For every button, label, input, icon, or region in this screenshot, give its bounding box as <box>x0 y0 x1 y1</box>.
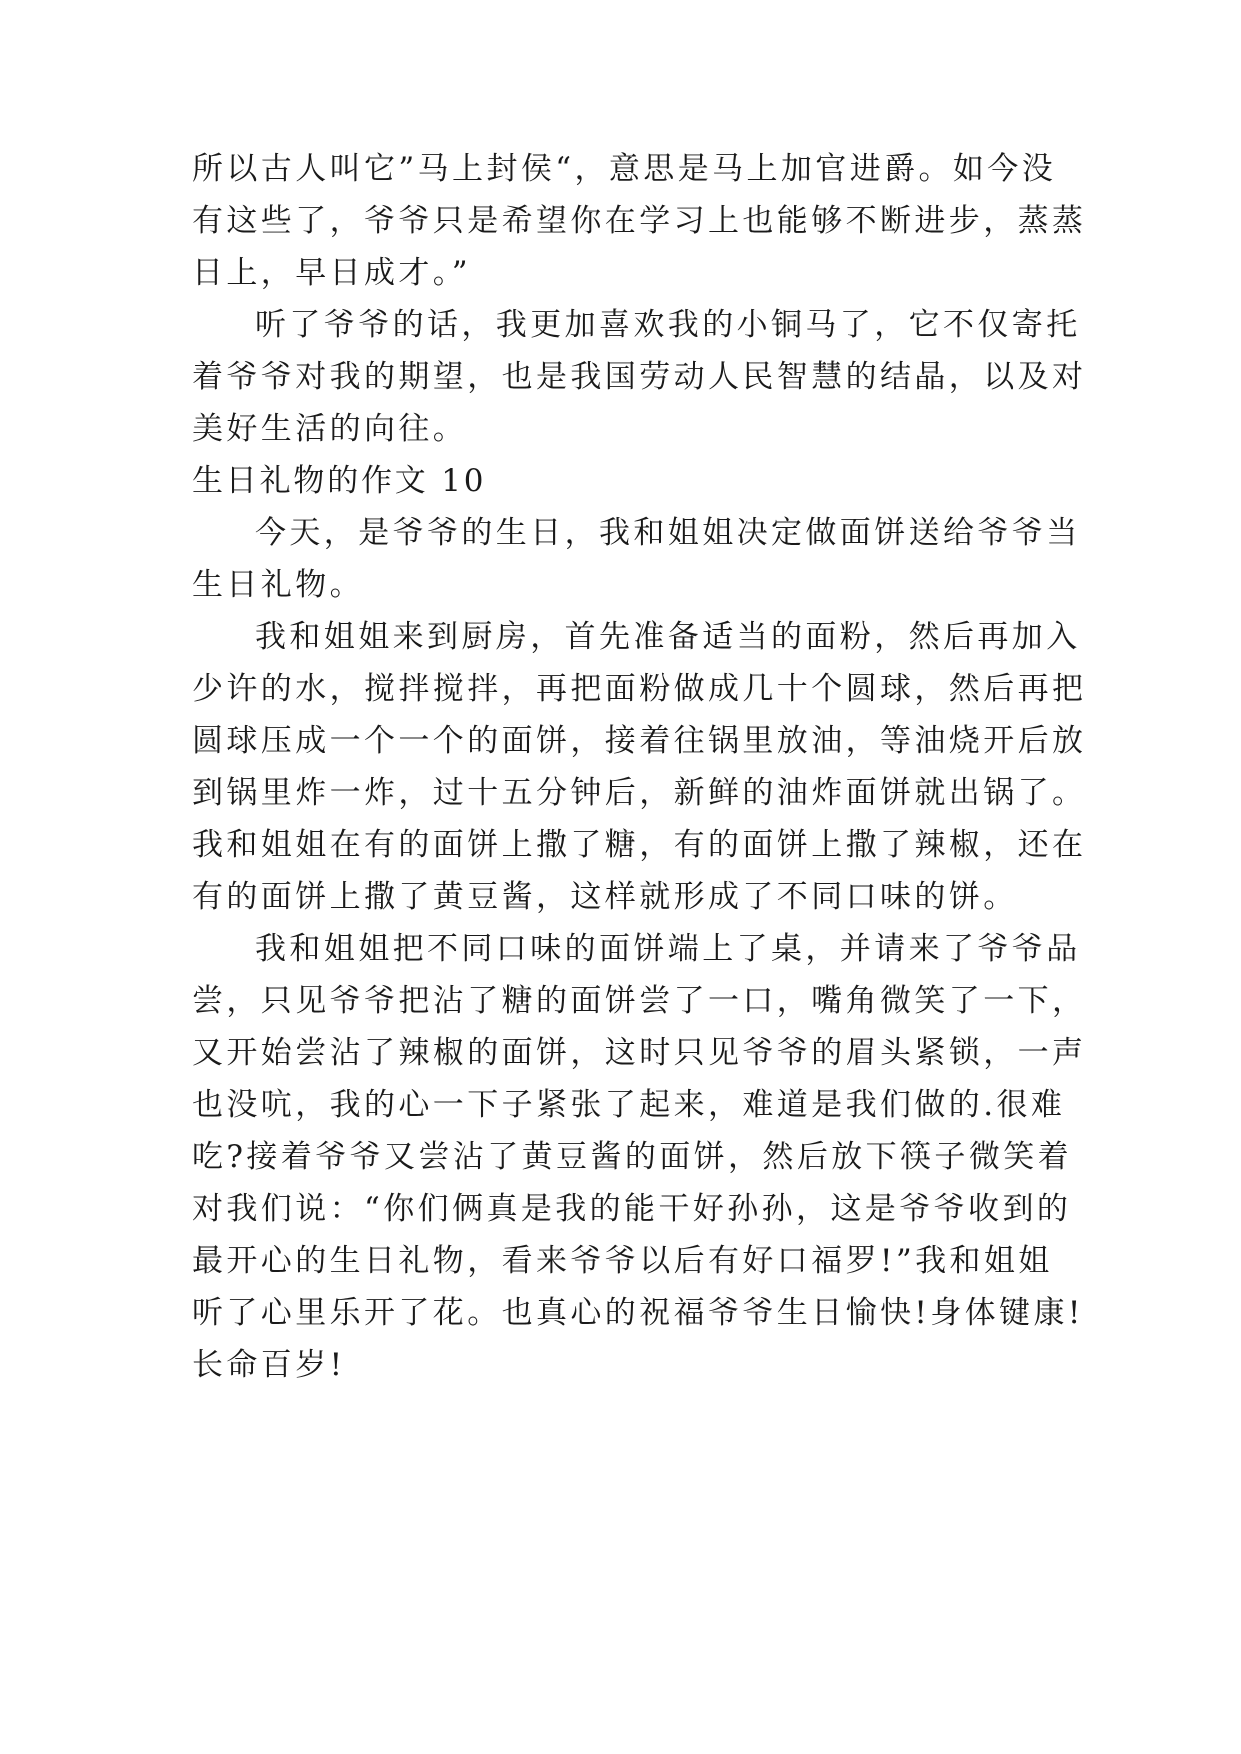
text-line: 有的面饼上撒了黄豆酱，这样就形成了不同口味的饼。 <box>192 879 1018 915</box>
paragraph-first-line: 听了爷爷的话，我更加喜欢我的小铜马了，它不仅寄托 <box>255 307 1081 343</box>
text-line: 少许的水，搅拌搅拌，再把面粉做成几十个圆球，然后再把 <box>192 671 1087 707</box>
text-line: 日上，早日成才。” <box>192 255 471 291</box>
text-line: 圆球压成一个一个的面饼，接着往锅里放油，等油烧开后放 <box>192 723 1087 759</box>
text-line: 对我们说：“你们俩真是我的能干好孙孙，这是爷爷收到的 <box>192 1191 1072 1227</box>
text-line: 长命百岁! <box>192 1347 346 1383</box>
text-line: 也没吭，我的心一下子紧张了起来，难道是我们做的.很难 <box>192 1087 1066 1123</box>
paragraph-first-line: 我和姐姐来到厨房，首先准备适当的面粉，然后再加入 <box>255 619 1081 655</box>
text-line: 尝，只见爷爷把沾了糖的面饼尝了一口，嘴角微笑了一下， <box>192 983 1087 1019</box>
text-line: 着爷爷对我的期望，也是我国劳动人民智慧的结晶，以及对 <box>192 359 1087 395</box>
text-line: 最开心的生日礼物，看来爷爷以后有好口福罗!”我和姐姐 <box>192 1243 1053 1279</box>
text-line: 又开始尝沾了辣椒的面饼，这时只见爷爷的眉头紧锁，一声 <box>192 1035 1087 1071</box>
text-line: 生日礼物。 <box>192 567 364 603</box>
paragraph-first-line: 今天，是爷爷的生日，我和姐姐决定做面饼送给爷爷当 <box>255 515 1081 551</box>
text-line: 我和姐姐在有的面饼上撒了糖，有的面饼上撒了辣椒，还在 <box>192 827 1087 863</box>
text-line: 有这些了，爷爷只是希望你在学习上也能够不断进步，蒸蒸 <box>192 203 1087 239</box>
text-line: 吃?接着爷爷又尝沾了黄豆酱的面饼，然后放下筷子微笑着 <box>192 1139 1073 1175</box>
text-line: 所以古人叫它”马上封侯“，意思是马上加官进爵。如今没 <box>192 151 1057 187</box>
paragraph-first-line: 我和姐姐把不同口味的面饼端上了桌，并请来了爷爷品 <box>255 931 1081 967</box>
text-line: 听了心里乐开了花。也真心的祝福爷爷生日愉快!身体键康! <box>192 1295 1084 1331</box>
section-title: 生日礼物的作文 10 <box>192 463 487 499</box>
text-line: 到锅里炸一炸，过十五分钟后，新鲜的油炸面饼就出锅了。 <box>192 775 1087 811</box>
text-line: 美好生活的向往。 <box>192 411 468 447</box>
